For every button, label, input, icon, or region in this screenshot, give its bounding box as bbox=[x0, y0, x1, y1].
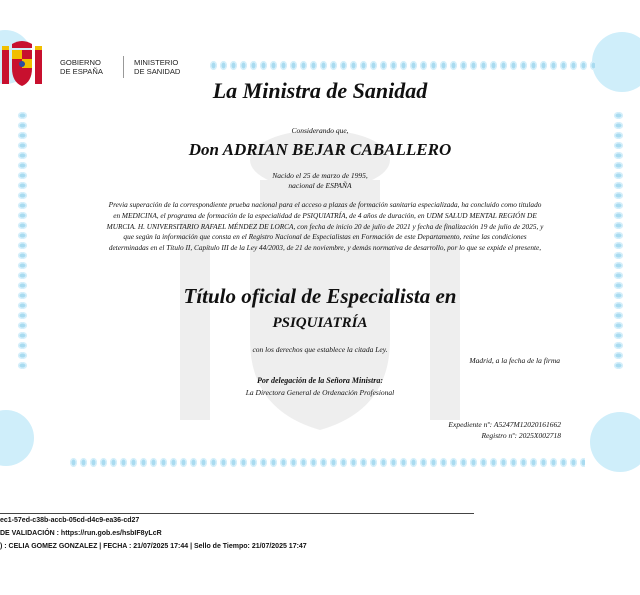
border-bead bbox=[300, 458, 307, 467]
border-bead bbox=[18, 202, 27, 209]
border-bead bbox=[340, 61, 347, 70]
border-bead bbox=[260, 458, 267, 467]
expediente-number: Expediente nº: A5247M12020161662 bbox=[448, 420, 561, 429]
nationality: nacional de ESPAÑA bbox=[288, 181, 352, 190]
border-bead bbox=[430, 61, 437, 70]
border-bead bbox=[510, 61, 517, 70]
min-line2: DE SANIDAD bbox=[134, 67, 181, 76]
border-bead bbox=[18, 232, 27, 239]
border-bead bbox=[270, 458, 277, 467]
border-bead bbox=[470, 61, 477, 70]
border-bead bbox=[320, 61, 327, 70]
border-bead bbox=[570, 458, 577, 467]
border-bead bbox=[140, 458, 147, 467]
registro-number: Registro nº: 2025X002718 bbox=[481, 431, 561, 440]
border-bead bbox=[540, 458, 547, 467]
border-bead bbox=[310, 458, 317, 467]
border-bead bbox=[180, 458, 187, 467]
border-bead bbox=[460, 61, 467, 70]
border-bead bbox=[614, 192, 623, 199]
border-bead bbox=[614, 252, 623, 259]
border-bead bbox=[580, 458, 585, 467]
border-bead bbox=[100, 458, 107, 467]
border-bead bbox=[560, 61, 567, 70]
border-bead bbox=[290, 458, 297, 467]
border-bead bbox=[220, 458, 227, 467]
border-bead bbox=[260, 61, 267, 70]
border-bead bbox=[400, 61, 407, 70]
border-bead bbox=[80, 458, 87, 467]
border-bead bbox=[70, 458, 77, 467]
border-bead bbox=[18, 212, 27, 219]
gov-line1: GOBIERNO bbox=[60, 58, 101, 67]
border-bead bbox=[18, 272, 27, 279]
border-bead bbox=[614, 222, 623, 229]
border-bead bbox=[18, 332, 27, 339]
border-bead bbox=[18, 192, 27, 199]
border-bead bbox=[450, 61, 457, 70]
border-bead bbox=[300, 61, 307, 70]
government-label bbox=[60, 58, 103, 76]
border-bead bbox=[614, 232, 623, 239]
border-bead bbox=[570, 61, 577, 70]
border-bead bbox=[340, 458, 347, 467]
border-bead bbox=[370, 458, 377, 467]
border-bead bbox=[490, 458, 497, 467]
border-bead bbox=[410, 61, 417, 70]
border-bead bbox=[18, 222, 27, 229]
border-bead bbox=[440, 458, 447, 467]
border-bead bbox=[18, 362, 27, 369]
border-bead bbox=[480, 61, 487, 70]
border-bead bbox=[18, 162, 27, 169]
specialty: PSIQUIATRÍA bbox=[272, 315, 368, 331]
border-bead bbox=[614, 262, 623, 269]
border-bead bbox=[280, 458, 287, 467]
footer-signature-info: ) : CELIA GOMEZ GONZALEZ | FECHA : 21/07/2025 17:44 | Sello de Tiempo: 21/07/2025 17:47 bbox=[0, 543, 307, 550]
border-bead bbox=[390, 61, 397, 70]
border-bead bbox=[130, 458, 137, 467]
footer-validation-url[interactable]: DE VALIDACIÓN : https://run.gob.es/hsbIF8yLcR bbox=[0, 530, 162, 537]
border-bead bbox=[160, 458, 167, 467]
border-bead bbox=[190, 458, 197, 467]
border-bead bbox=[90, 458, 97, 467]
border-top bbox=[210, 61, 595, 71]
border-bead bbox=[400, 458, 407, 467]
border-bead bbox=[614, 272, 623, 279]
rosette-bottom-left bbox=[0, 410, 34, 466]
border-bead bbox=[120, 458, 127, 467]
border-bead bbox=[614, 332, 623, 339]
border-bead bbox=[590, 61, 595, 70]
border-bead bbox=[510, 458, 517, 467]
border-bead bbox=[614, 242, 623, 249]
border-bead bbox=[614, 202, 623, 209]
ministry-label bbox=[134, 58, 180, 76]
border-bead bbox=[614, 212, 623, 219]
border-bead bbox=[360, 61, 367, 70]
border-bead bbox=[614, 112, 623, 119]
border-bead bbox=[290, 61, 297, 70]
gov-line2: DE ESPAÑA bbox=[60, 67, 103, 76]
border-bead bbox=[110, 458, 117, 467]
border-bead bbox=[500, 458, 507, 467]
rosette-bottom-right bbox=[590, 412, 640, 472]
border-bead bbox=[550, 458, 557, 467]
border-bead bbox=[614, 362, 623, 369]
border-bead bbox=[410, 458, 417, 467]
border-bead bbox=[18, 252, 27, 259]
border-bead bbox=[350, 458, 357, 467]
border-bead bbox=[360, 458, 367, 467]
border-bead bbox=[150, 458, 157, 467]
border-bead bbox=[380, 458, 387, 467]
border-bead bbox=[210, 458, 217, 467]
certificate-title: La Ministra de Sanidad bbox=[212, 78, 428, 103]
title-heading: Título oficial de Especialista en bbox=[183, 284, 457, 308]
border-bead bbox=[614, 162, 623, 169]
border-bead bbox=[520, 61, 527, 70]
border-bead bbox=[230, 458, 237, 467]
border-bead bbox=[470, 458, 477, 467]
border-bead bbox=[230, 61, 237, 70]
border-bead bbox=[560, 458, 567, 467]
border-bead bbox=[440, 61, 447, 70]
min-line1: MINISTERIO bbox=[134, 58, 179, 67]
border-bead bbox=[320, 458, 327, 467]
border-bead bbox=[520, 458, 527, 467]
border-bead bbox=[530, 61, 537, 70]
header-divider bbox=[123, 56, 124, 78]
border-bead bbox=[370, 61, 377, 70]
border-bead bbox=[240, 61, 247, 70]
border-bead bbox=[430, 458, 437, 467]
footer-divider bbox=[0, 513, 474, 514]
rights-text: con los derechos que establece la citada Ley. bbox=[252, 345, 388, 354]
border-bead bbox=[210, 61, 217, 70]
border-bead bbox=[330, 61, 337, 70]
border-bead bbox=[270, 61, 277, 70]
border-bead bbox=[480, 458, 487, 467]
considering-text: Considerando que, bbox=[291, 126, 349, 135]
border-bead bbox=[420, 458, 427, 467]
body-paragraph: Previa superación de la correspondiente prueba nacional para el acceso a plazas de formación sanitaria especializada, ha concluido como titulado en MEDICINA, el programa de formación de la especialidad de PSIQUIATRÍA, de 4 años de duración, en UDM SALUD MENTAL REGIÓN DE MURCIA. H. UNIVERSITARIO RAFAEL MÉNDEZ DE LORCA, con fecha de inicio 20 de julio de 2021 y fecha de finalización 19 de julio de 2025, y que según la información que consta en el Registro Nacional de Especialistas en Formación de este Departamento, reúne las condiciones determinadas en el Título II, Capítulo III de la Ley 44/2003, de 21 de noviembre, y demás normativa de desarrollo, por lo que se expide el presente, bbox=[106, 200, 544, 253]
delegation-text: Por delegación de la Señora Ministra: bbox=[256, 376, 383, 385]
border-bead bbox=[530, 458, 537, 467]
border-bead bbox=[240, 458, 247, 467]
border-bead bbox=[220, 61, 227, 70]
border-bead bbox=[450, 458, 457, 467]
border-bottom bbox=[70, 458, 585, 468]
border-bead bbox=[170, 458, 177, 467]
border-bead bbox=[330, 458, 337, 467]
border-bead bbox=[390, 458, 397, 467]
border-bead bbox=[250, 458, 257, 467]
border-bead bbox=[500, 61, 507, 70]
border-bead bbox=[540, 61, 547, 70]
border-bead bbox=[18, 242, 27, 249]
border-bead bbox=[350, 61, 357, 70]
director-text: La Directora General de Ordenación Profesional bbox=[245, 388, 395, 397]
border-bead bbox=[550, 61, 557, 70]
border-bead bbox=[200, 458, 207, 467]
border-bead bbox=[280, 61, 287, 70]
border-bead bbox=[18, 262, 27, 269]
footer-csv-code: ec1-57ed-c38b-accb-05cd-d4c9-ea36-cd27 bbox=[0, 517, 140, 524]
border-bead bbox=[420, 61, 427, 70]
border-bead bbox=[460, 458, 467, 467]
recipient-name: Don ADRIAN BEJAR CABALLERO bbox=[188, 140, 452, 159]
border-bead bbox=[490, 61, 497, 70]
border-bead bbox=[380, 61, 387, 70]
border-bead bbox=[18, 112, 27, 119]
place-date: Madrid, a la fecha de la firma bbox=[469, 356, 560, 365]
border-bead bbox=[250, 61, 257, 70]
border-bead bbox=[310, 61, 317, 70]
border-bead bbox=[580, 61, 587, 70]
birth-date: Nacido el 25 de marzo de 1995, bbox=[272, 171, 368, 180]
